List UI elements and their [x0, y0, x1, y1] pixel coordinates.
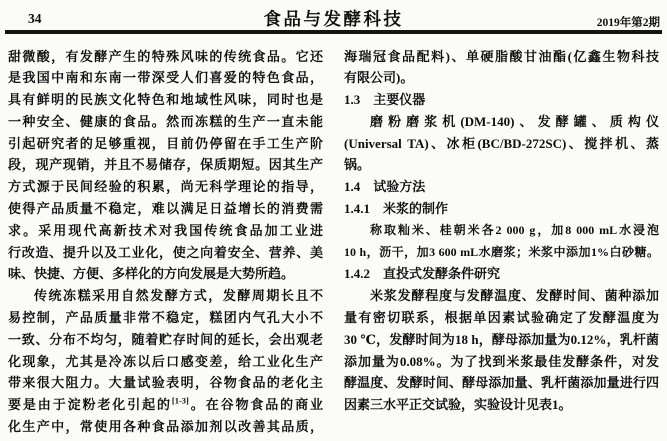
- text-line: 行改造、提升以及工业化，使之向着安全、营养、美: [8, 244, 323, 260]
- text-line: 添加量为0.08%。为了找到米浆最佳发酵条件，对发: [344, 353, 659, 369]
- paragraph-first-line: 传统冻糕采用自然发酵方式，发酵周期长且不: [34, 288, 323, 304]
- text-line: 化生产中，常使用各种食品添加剂以改善其品质，: [8, 419, 323, 435]
- text-line: 具有鲜明的民族文化特色和地域性风味，同时也是: [8, 92, 323, 108]
- text-segment: 要是由于淀粉老化引起的: [8, 397, 172, 413]
- section-heading-1-4: 1.4 试验方法: [344, 179, 426, 195]
- paragraph-first-line: 磨粉磨浆机(DM-140)、发酵罐、质构仪: [370, 113, 659, 129]
- section-heading-1-4-2: 1.4.2 直投式发酵条件研究: [344, 266, 501, 282]
- right-column: [344, 46, 659, 438]
- text-line: 是我国中南和东南一带深受人们喜爱的特色食品，: [8, 70, 323, 86]
- left-column: [8, 46, 323, 438]
- text-line: 有限公司)。: [344, 70, 414, 86]
- text-segment: 。在谷物食品的商业: [188, 397, 323, 413]
- text-line: 一种安全、健康的食品。然而冻糕的生产一直未能: [8, 113, 323, 129]
- text-line: 化现象，尤其是冷冻以后口感变差，给工业化生产: [8, 353, 323, 369]
- page-header: [0, 0, 667, 30]
- section-heading-1-3: 1.3 主要仪器: [344, 92, 426, 108]
- text-line: 使得产品质量不稳定，难以满足日益增长的消费需: [8, 201, 323, 217]
- text-line: 引起研究者的足够重视，目前仍停留在手工生产阶: [8, 135, 323, 151]
- text-line: 甜微酸，有发酵产生的特殊风味的传统食品。它还: [8, 48, 323, 64]
- text-line: (Universal TA)、冰柜(BC/BD-272SC)、搅拌机、蒸: [344, 135, 659, 151]
- text-line: 海瑞冠食品配料)、单硬脂酸甘油酯(亿鑫生物科技: [344, 48, 659, 64]
- text-line: 带来很大阻力。大量试验表明，谷物食品的老化主: [8, 375, 323, 391]
- text-line: 味、快捷、方便、多样化的方向发展是大势所趋。: [8, 266, 295, 282]
- text-line: 酵温度、发酵时间、酵母添加量、乳杆菌添加量进行四: [344, 375, 659, 391]
- text-line: 10 h，沥干，加3 600 mL水磨浆；米浆中添加1%白砂糖。: [344, 244, 659, 259]
- section-heading-1-4-1: 1.4.1 米浆的制作: [344, 201, 449, 217]
- text-line: 易控制，产品质量非常不稳定，糕团内气孔大小不: [8, 310, 323, 326]
- text-line: 求。采用现代高新技术对我国传统食品加工业进: [8, 222, 323, 238]
- text-line: 30 ℃，发酵时间为18 h，酵母添加量为0.12%，乳杆菌: [344, 331, 659, 347]
- paragraph-first-line: 米浆发酵程度与发酵温度、发酵时间、菌种添加: [370, 288, 659, 304]
- text-line: 方式源于民间经验的积累，尚无科学理论的指导，: [8, 179, 323, 195]
- journal-title: 食品与发酵科技: [263, 9, 404, 29]
- page-number: 34: [28, 11, 42, 26]
- text-line: 段，现产现销，并且不易储存，保质期短。因其生产: [8, 157, 323, 173]
- text-line: 锅。: [344, 157, 371, 173]
- paragraph-first-line: 称取籼米、桂朝米各2 000 g，加8 000 mL水浸泡: [370, 222, 659, 237]
- issue-label: 2019年第2期: [596, 17, 660, 29]
- citation-superscript: [1-3]: [171, 395, 189, 406]
- text-line: 一致、分布不均匀，随着贮存时间的延长，会出观老: [8, 331, 323, 347]
- text-line-with-citation: [8, 394, 323, 416]
- text-line: 量有密切联系，根据单因素试验确定了发酵温度为: [344, 310, 659, 326]
- text-line: 因素三水平正交试验，实验设计见表1。: [344, 397, 572, 413]
- article-body: [0, 34, 667, 438]
